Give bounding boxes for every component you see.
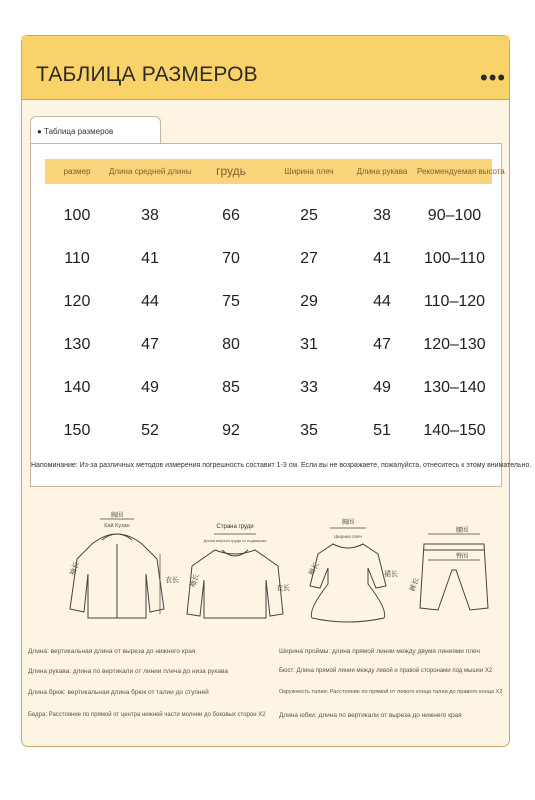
cell-height: 120–130 bbox=[423, 336, 486, 353]
cell-shoulder: 35 bbox=[300, 422, 318, 439]
col-header-chest: грудь bbox=[216, 164, 246, 178]
cell-chest: 85 bbox=[222, 379, 240, 396]
table-header bbox=[45, 159, 505, 184]
pants-length-label: 裤长 bbox=[409, 577, 421, 593]
desc-right-0: Ширина проймы: длина прямой линии между двумя линиями плеч bbox=[279, 648, 480, 655]
sweater-diagram bbox=[180, 514, 290, 626]
dress-shoulder-label: Ширина плеч bbox=[334, 534, 362, 539]
cell-length: 44 bbox=[141, 293, 159, 310]
cell-sleeve: 51 bbox=[373, 422, 391, 439]
cell-length: 52 bbox=[141, 422, 159, 439]
cell-shoulder: 31 bbox=[300, 336, 318, 353]
col-header-length: Длина средней длины bbox=[109, 167, 192, 176]
jacket-diagram bbox=[62, 513, 179, 626]
cell-chest: 80 bbox=[222, 336, 240, 353]
col-header-sleeve: Длина рукава bbox=[356, 167, 408, 176]
measurement-note: Напоминание: Из-за различных методов измерения погрешность составит 1-3 см. Если вы не возражаете, пожалуйста, отнеситесь к этому внимательно. bbox=[31, 462, 532, 469]
pants-waist-label: 腰围 bbox=[455, 528, 469, 534]
cell-size: 120 bbox=[63, 293, 91, 310]
cell-sleeve: 47 bbox=[373, 336, 391, 353]
desc-left-1: Длина рукава: длина по вертикали от линии плеча до низа рукава bbox=[28, 668, 228, 675]
sweater-sleeve-label: 袖长 bbox=[189, 573, 201, 589]
cell-length: 49 bbox=[141, 379, 159, 396]
desc-left-0: Длина: вертикальная длина от выреза до нижнего края bbox=[28, 648, 196, 655]
sweater-length-label: 衣长 bbox=[276, 585, 290, 592]
cell-chest: 70 bbox=[222, 250, 240, 267]
cell-size: 110 bbox=[64, 250, 90, 267]
cell-shoulder: 25 bbox=[300, 207, 318, 224]
jacket-sleeve-label: 袖长 bbox=[69, 561, 81, 577]
table-row bbox=[45, 287, 492, 317]
more-menu-icon[interactable]: ••• bbox=[480, 65, 507, 90]
cell-sleeve: 44 bbox=[373, 293, 391, 310]
col-header-height: Рекомендуемая высота bbox=[417, 167, 505, 176]
cell-length: 38 bbox=[141, 207, 159, 224]
cell-height: 90–100 bbox=[427, 207, 482, 224]
cell-chest: 92 bbox=[222, 422, 240, 439]
cell-shoulder: 33 bbox=[300, 379, 318, 396]
col-header-shoulder: Ширина плеч bbox=[284, 167, 334, 176]
cell-height: 130–140 bbox=[423, 379, 486, 396]
cell-sleeve: 49 bbox=[373, 379, 391, 396]
cell-shoulder: 29 bbox=[300, 293, 318, 310]
pants-hip-label: 臀围 bbox=[455, 554, 469, 560]
size-chart-card bbox=[21, 35, 532, 747]
size-table-panel bbox=[30, 143, 532, 487]
dress-chest-label: 胸围 bbox=[341, 520, 355, 526]
col-header-size: размер bbox=[63, 167, 91, 176]
desc-right-1: Бюст: Длина прямой линии между левой и правой сторонами под мышки X2 bbox=[279, 668, 493, 674]
tab-size-chart[interactable] bbox=[30, 116, 161, 145]
cell-sleeve: 38 bbox=[373, 207, 391, 224]
table-row bbox=[45, 373, 492, 403]
cell-height: 140–150 bbox=[423, 422, 486, 439]
desc-right-2: Окружность талии: Расстояние по прямой от левого конца талии до правого конца X2 bbox=[279, 689, 503, 695]
cell-length: 41 bbox=[141, 250, 159, 267]
dress-diagram bbox=[298, 514, 398, 626]
sweater-chest-label: Страна груди bbox=[216, 524, 254, 530]
header-bar bbox=[22, 36, 509, 100]
tab-label: ● Таблица размеров bbox=[37, 127, 114, 136]
cell-shoulder: 27 bbox=[300, 250, 318, 267]
cell-size: 100 bbox=[63, 207, 91, 224]
table-row bbox=[45, 330, 492, 360]
cell-height: 110–120 bbox=[423, 293, 486, 310]
table-row bbox=[45, 244, 492, 274]
table-row bbox=[45, 201, 492, 231]
table-row bbox=[45, 416, 492, 446]
desc-right-3: Длина юбки: длина по вертикали от выреза до нижнего края bbox=[279, 712, 462, 719]
cell-sleeve: 41 bbox=[373, 250, 391, 267]
dress-sleeve-label: 袖长 bbox=[307, 561, 321, 577]
desc-left-3: Бедра: Расстояние по прямой от центра нижней части молнии до боковых сторон X2 bbox=[28, 712, 266, 718]
cell-size: 150 bbox=[63, 422, 91, 439]
sweater-width-label: Длина выреза груди от подмышки bbox=[203, 538, 267, 543]
jacket-width-label: Кай Кузан bbox=[104, 523, 130, 529]
dress-length-label: 裙长 bbox=[384, 571, 398, 578]
cell-chest: 75 bbox=[222, 293, 240, 310]
cell-height: 100–110 bbox=[423, 250, 486, 267]
cell-length: 47 bbox=[141, 336, 159, 353]
cell-size: 130 bbox=[63, 336, 91, 353]
jacket-chest-label: 胸围 bbox=[110, 513, 124, 519]
cell-size: 140 bbox=[63, 379, 91, 396]
jacket-length-label: 衣长 bbox=[165, 577, 179, 584]
desc-left-2: Длина брюк: вертикальная длина брюк от талии до ступней bbox=[28, 689, 209, 696]
page-title: ТАБЛИЦА РАЗМЕРОВ bbox=[36, 63, 258, 86]
pants-diagram bbox=[404, 514, 504, 626]
cell-chest: 66 bbox=[222, 207, 240, 224]
